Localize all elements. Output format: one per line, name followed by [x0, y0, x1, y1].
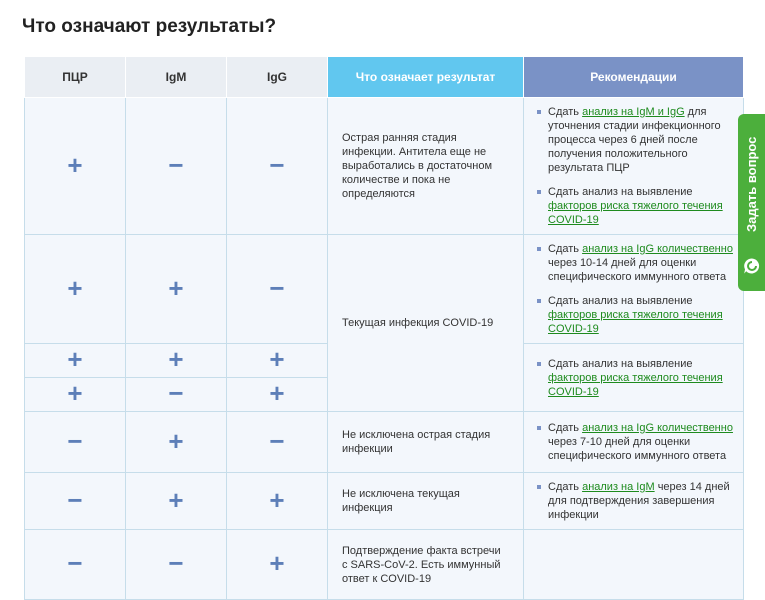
igm-result: − [168, 548, 184, 578]
igm-cell [126, 412, 227, 473]
recommendation-cell [524, 98, 744, 235]
igm-cell [126, 235, 227, 344]
recommendation-item: Сдать анализ на выявление факторов риска тяжелого течения COVID-19 [536, 357, 733, 399]
pcr-result: + [67, 344, 83, 374]
recommendation-item: Сдать анализ на выявление факторов риска тяжелого течения COVID-19 [536, 294, 733, 336]
recommendation-cell [524, 344, 744, 412]
igm-result: + [168, 272, 184, 303]
igm-cell [126, 98, 227, 235]
table-row [25, 235, 744, 344]
ask-question-button[interactable] [738, 114, 765, 291]
pcr-cell [25, 530, 126, 600]
igg-result: + [269, 548, 285, 578]
pcr-cell [25, 412, 126, 473]
igm-result: + [168, 484, 184, 515]
recommendation-item: Сдать анализ на IgM через 14 дней для подтверждения завершения инфекции [536, 480, 733, 522]
pcr-result: − [67, 425, 83, 456]
risk-factors-link[interactable]: факторов риска тяжелого течения COVID-19 [548, 309, 723, 335]
igm-result: − [168, 149, 184, 180]
igg-quantitative-link[interactable]: анализ на IgG количественно [582, 243, 733, 255]
header-recommendations: Рекомендации [524, 57, 744, 98]
results-table [24, 56, 744, 600]
header-pcr: ПЦР [25, 57, 126, 98]
table-header-row [25, 57, 744, 98]
igm-cell [126, 344, 227, 378]
meaning-cell: Текущая инфекция COVID-19 [328, 235, 524, 412]
igg-result: + [269, 378, 285, 408]
recommendation-item: Сдать анализ на выявление факторов риска тяжелого течения COVID-19 [536, 185, 733, 227]
igm-result: − [168, 378, 184, 408]
meaning-cell: Не исключена текущая инфекция [328, 473, 524, 530]
pcr-result: + [67, 149, 83, 180]
igg-result: + [269, 484, 285, 515]
igm-cell [126, 473, 227, 530]
igm-test-link[interactable]: анализ на IgM [582, 481, 655, 493]
igg-cell [227, 344, 328, 378]
igg-result: + [269, 344, 285, 374]
recommendation-cell [524, 412, 744, 473]
igg-quantitative-link[interactable]: анализ на IgG количественно [582, 422, 733, 434]
recommendation-item: Сдать анализ на IgG количественно через 10-14 дней для оценки специфического иммунного ответа [536, 242, 733, 284]
page-title: Что означают результаты? [22, 16, 277, 37]
header-igg: IgG [227, 57, 328, 98]
meaning-cell: Острая ранняя стадия инфекции. Антитела еще не выработались в достаточном количестве и пока не определяются [328, 98, 524, 235]
pcr-cell [25, 98, 126, 235]
igm-result: + [168, 344, 184, 374]
igg-cell [227, 473, 328, 530]
pcr-result: + [67, 272, 83, 303]
pcr-cell [25, 473, 126, 530]
header-igm: IgM [126, 57, 227, 98]
igg-cell [227, 378, 328, 412]
igg-cell [227, 235, 328, 344]
risk-factors-link[interactable]: факторов риска тяжелого течения COVID-19 [548, 371, 723, 398]
pcr-cell [25, 378, 126, 412]
igg-cell [227, 530, 328, 600]
recommendation-cell [524, 473, 744, 530]
risk-factors-link[interactable]: факторов риска тяжелого течения COVID-19 [548, 200, 723, 226]
pcr-result: − [67, 548, 83, 578]
table-row [25, 98, 744, 235]
igm-igg-test-link[interactable]: анализ на IgM и IgG [582, 106, 685, 118]
igm-result: + [168, 425, 184, 456]
igm-cell [126, 378, 227, 412]
igg-cell [227, 98, 328, 235]
header-means: Что означает результат [328, 57, 524, 98]
igg-result: − [269, 272, 285, 303]
pcr-cell [25, 235, 126, 344]
recommendation-cell [524, 235, 744, 344]
meaning-cell: Подтверждение факта встречи с SARS-CoV-2. Есть иммунный ответ к COVID-19 [328, 530, 524, 600]
ask-question-label: Задать вопрос [744, 136, 759, 232]
igg-result: − [269, 149, 285, 180]
recommendation-item: Сдать анализ на IgM и IgG для уточнения стадии инфекционного процесса через 6 дней после получения положительного результата ПЦР [536, 105, 733, 175]
recommendation-item: Сдать анализ на IgG количественно через 7-10 дней для оценки специфического иммунного ответа [536, 421, 733, 463]
table-row [25, 473, 744, 530]
igm-cell [126, 530, 227, 600]
table-row [25, 412, 744, 473]
pcr-cell [25, 344, 126, 378]
meaning-cell: Не исключена острая стадия инфекции [328, 412, 524, 473]
table-row [25, 530, 744, 600]
recommendation-cell [524, 530, 744, 600]
pcr-result: + [67, 378, 83, 408]
igg-cell [227, 412, 328, 473]
pcr-result: − [67, 484, 83, 515]
chat-bubble-icon [743, 257, 761, 275]
igg-result: − [269, 425, 285, 456]
